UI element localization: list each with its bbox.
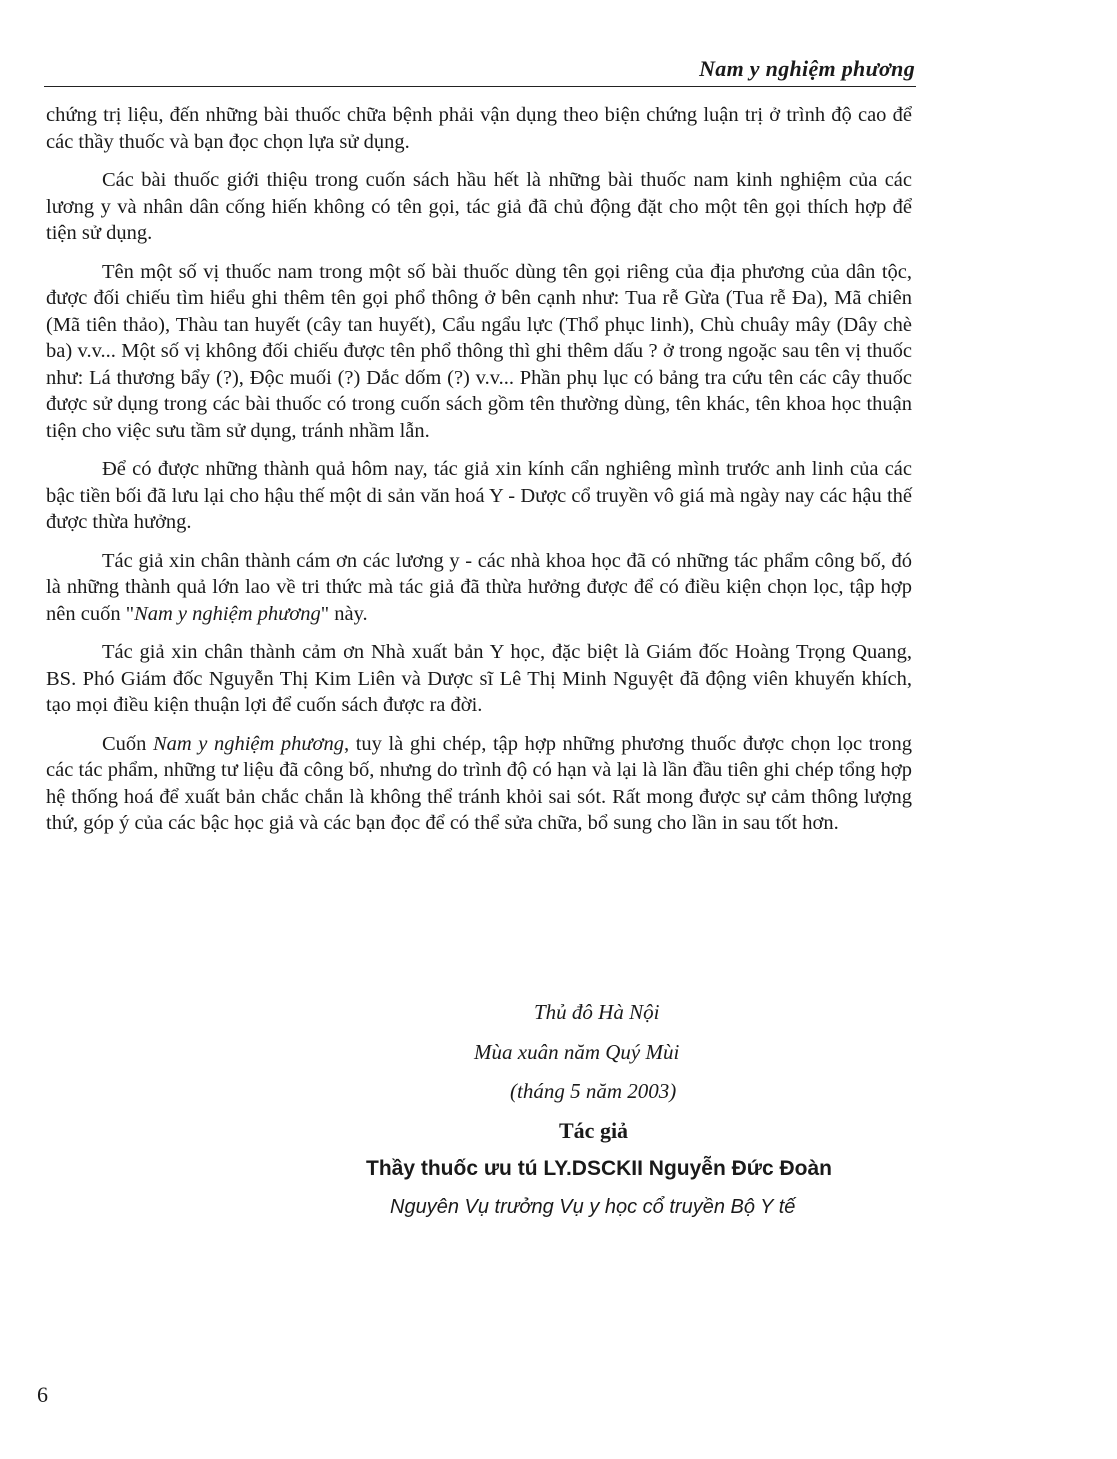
signature-date: (tháng 5 năm 2003) [510,1079,677,1103]
book-title-italic: Nam y nghiệm phương [153,732,345,755]
book-title-italic: Nam y nghiệm phương [134,602,321,625]
paragraph-text: Tác giả xin chân thành cảm ơn Nhà xuất bản Y học, đặc biệt là Giám đốc Hoàng Trọng Quang, BS. Phó Giám đốc Nguyễn Thị Kim Liên và Dược sĩ Lê Thị Minh Nguyệt đã động viên khuyến khích, tạo mọi điều kiện thuận lợi để cuốn sách được ra đời. [46,641,912,716]
paragraph-text: Để có được những thành quả hôm nay, tác giả xin kính cẩn nghiêng mình trước anh linh của các bậc tiền bối đã lưu lại cho hậu thế một di sản văn hoá Y - Dược cổ truyền vô giá mà ngày nay các hậu thế được thừa hưởng. [46,458,912,533]
signature-season: Mùa xuân năm Quý Mùi [474,1040,680,1064]
signature-author-position: Nguyên Vụ trưởng Vụ y học cổ truyền Bộ Y tế [390,1196,796,1218]
paragraph-continuation [46,102,912,155]
paragraph-text: Tên một số vị thuốc nam trong một số bài thuốc dùng tên gọi riêng của địa phương của dân tộc, được đối chiếu tìm hiểu ghi thêm tên gọi phổ thông ở bên cạnh như: Tua rễ Gừa (Tua rễ Đa), Mã chiên (Mã tiên thảo), Thàu tan huyết (cây tan huyết), Cẩu ngẩu lực (Thổ phục linh), Chù chuây mây (Dây chè ba) v.v... Một số vị không đối chiếu được tên phổ thông thì ghi thêm dấu ? ở trong ngoặc sau tên vị thuốc như: Lá thương bẩy (?), Độc muối (?) Dắc dốm (?) v.v... Phần phụ lục có bảng tra cứu tên các cây thuốc được sử dụng trong các bài thuốc có trong cuốn sách gồm tên thường dùng, tên khác, tên khoa học thuận tiện cho việc sưu tầm sử dụng, tránh nhầm lẫn. [46,260,912,442]
body-text [46,102,912,849]
paragraph [46,167,912,247]
paragraph [46,639,912,719]
signature-author-label: Tác giả [559,1118,629,1143]
paragraph-text: Các bài thuốc giới thiệu trong cuốn sách hầu hết là những bài thuốc nam kinh nghiệm của các lương y và nhân dân cống hiến không có tên gọi, tác giả đã chủ động đặt cho một tên gọi thích hợp để tiện sử dụng. [46,169,912,244]
paragraph [46,548,912,628]
header-rule [44,86,916,87]
paragraph-text: chứng trị liệu, đến những bài thuốc chữa bệnh phải vận dụng theo biện chứng luận trị ở trình độ cao để các thầy thuốc và bạn đọc chọn lựa sử dụng. [46,104,912,153]
paragraph-text: " này. [320,602,368,625]
signature-place: Thủ đô Hà Nội [534,1000,660,1024]
signature-author-name: Thầy thuốc ưu tú LY.DSCKII Nguyễn Đức Đoàn [366,1157,833,1180]
paragraph [46,259,912,445]
paragraph-text: Cuốn [102,732,153,755]
running-header: Nam y nghiệm phương [699,56,915,81]
paragraph-text: Tác giả xin chân thành cám ơn các lương y - các nhà khoa học đã có những tác phẩm công bố, đó là những thành quả lớn lao về tri thức mà tác giả đã thừa hưởng được để có điều kiện chọn lọc, tập hợp nên cuốn " [46,549,912,625]
paragraph [46,456,912,536]
paragraph [46,731,912,837]
page-number: 6 [37,1382,48,1407]
paragraph-text: , tuy là ghi chép, tập hợp những phương thuốc được chọn lọc trong các tác phẩm, những tư liệu đã công bố, nhưng do trình độ có hạn và lại là lần đầu tiên ghi chép tổng hợp hệ thống hoá để xuất bản chắc chắn là không thể tránh khỏi sai sót. Rất mong được sự cảm thông lượng thứ, góp ý của các bậc học giả và các bạn đọc để có thể sửa chữa, bổ sung cho lần in sau tốt hơn. [46,732,912,834]
